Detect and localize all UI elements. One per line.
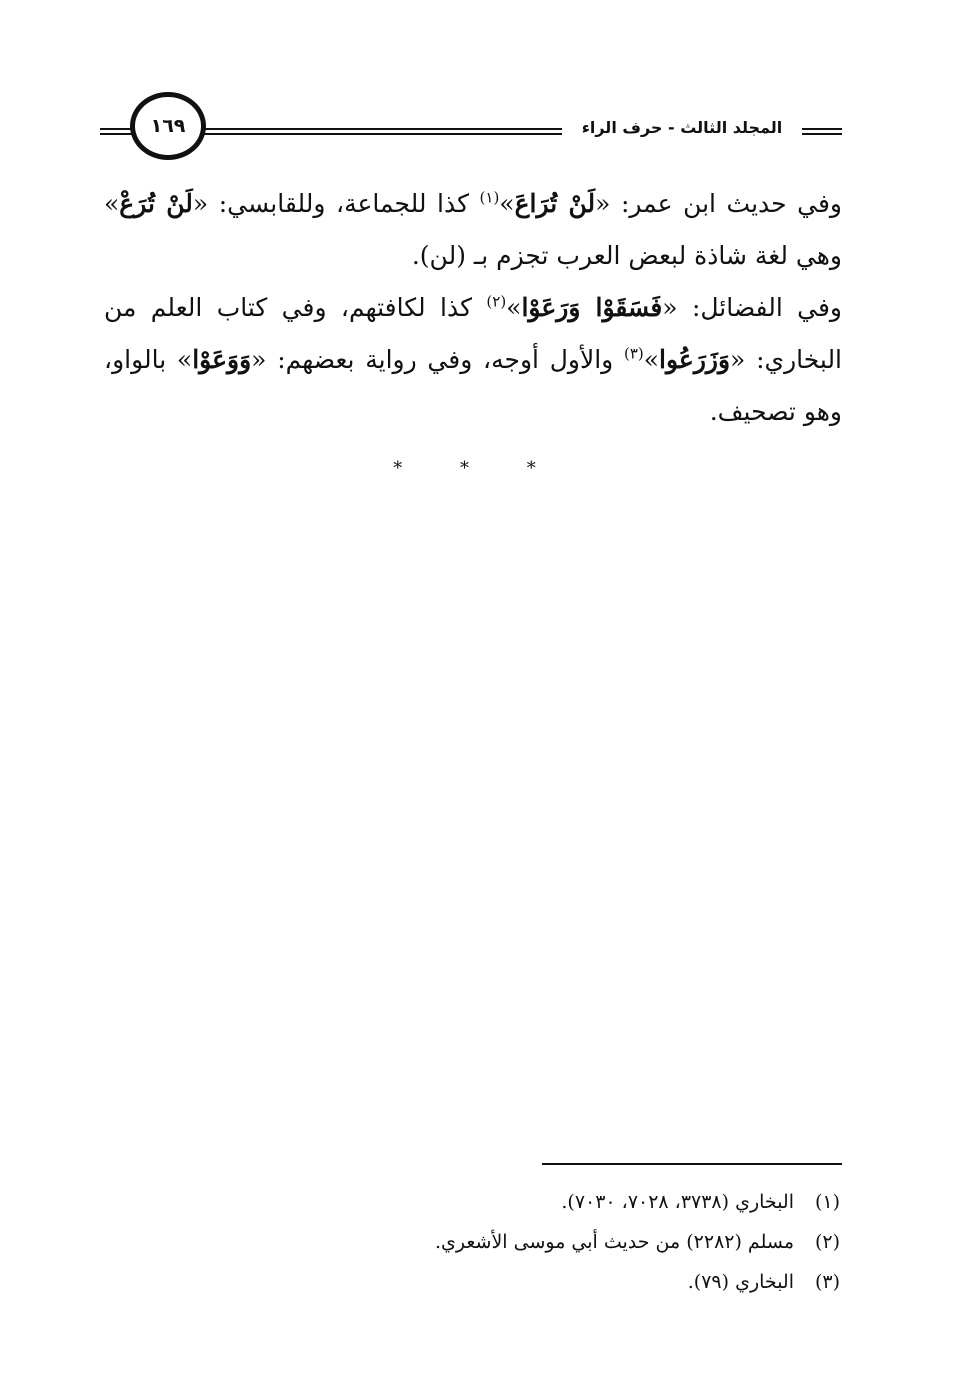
quoted-term: فَسَقَوْا وَرَعَوْا [521, 293, 663, 322]
footnote-number: (٣) [814, 1271, 840, 1293]
footnote-reference: (٣) [623, 344, 644, 363]
running-title: المجلد الثالث - حرف الراء [562, 118, 802, 137]
text-segment: » [643, 345, 660, 374]
footnotes [300, 1182, 840, 1302]
footnote-item [300, 1222, 840, 1262]
footnote-reference: (٢) [486, 292, 507, 311]
quoted-term: لَنْ تُرَعْ [119, 189, 193, 218]
quoted-term: لَنْ تُرَاعَ [514, 189, 596, 218]
footnote-text: البخاري (٣٧٣٨، ٧٠٢٨، ٧٠٣٠). [561, 1191, 794, 1213]
footnote-reference: (١) [479, 188, 500, 207]
footnote-text: مسلم (٢٢٨٢) من حديث أبي موسى الأشعري. [434, 1231, 794, 1253]
footnote-item [300, 1182, 840, 1222]
footnote-text: البخاري (٧٩). [687, 1271, 794, 1293]
section-separator: * * * [393, 458, 562, 479]
text-segment: وفي الفضائل: « [662, 293, 842, 322]
body-text [104, 178, 842, 438]
text-segment: » [499, 189, 515, 218]
text-segment: » [506, 293, 522, 322]
text-segment: والأول أوجه، وفي رواية بعضهم: « [251, 345, 624, 374]
quoted-term: وَوَعَوْا [192, 345, 252, 374]
text-segment: » بالواو، وهو تصحيف. [104, 345, 842, 426]
page-header [100, 92, 842, 172]
text-segment: » وهي لغة شاذة لبعض العرب تجزم بـ (لن). [104, 189, 842, 270]
header-rule-right [800, 128, 842, 135]
footnote-divider [542, 1163, 842, 1165]
footnote-number: (١) [814, 1191, 840, 1213]
text-segment: وفي حديث ابن عمر: « [595, 189, 842, 218]
footnote-item [300, 1262, 840, 1302]
page-number: ١٦٩ [150, 115, 186, 137]
quoted-term: وَزَرَعُوا [659, 345, 731, 374]
page-number-oval [130, 92, 206, 160]
text-segment: كذا لكافتهم، وفي كتاب العلم من البخاري: « [104, 293, 843, 374]
footnote-number: (٢) [814, 1231, 840, 1253]
paragraph-1 [104, 178, 842, 282]
paragraph-2 [104, 282, 842, 438]
text-segment: كذا للجماعة، وللقابسي: « [192, 189, 480, 218]
